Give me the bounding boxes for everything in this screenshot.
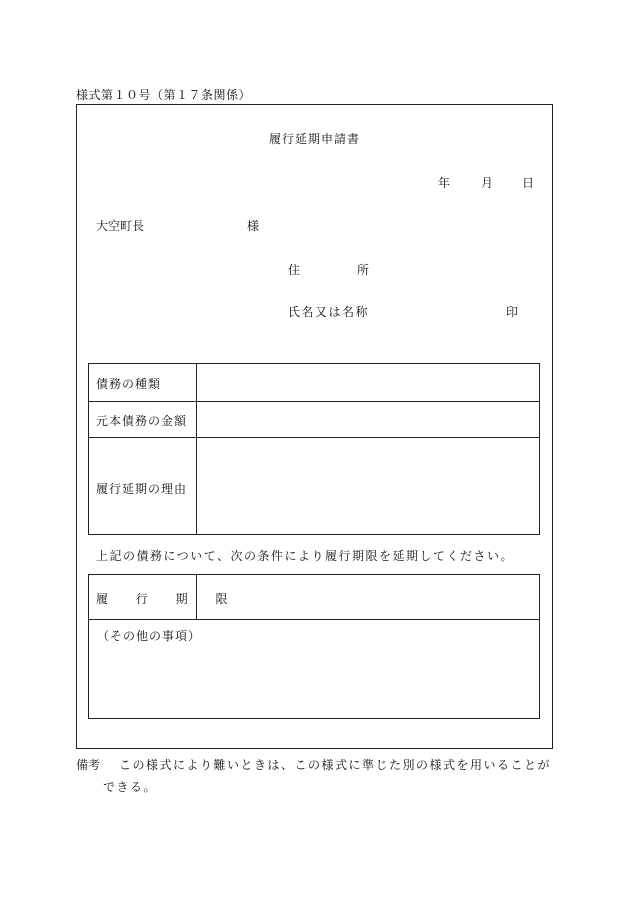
addressee: 大空町長	[96, 219, 145, 233]
date-month-label: 月	[481, 176, 494, 190]
form-number: 様式第１０号（第１７条関係）	[76, 88, 252, 102]
extension-reason-label: 履行延期の理由	[96, 482, 188, 496]
addressee-honorific: 様	[247, 219, 260, 233]
address-label-part2: 所	[357, 263, 370, 277]
remarks-heading: 備考	[76, 758, 101, 772]
principal-amount-label: 元本債務の金額	[96, 414, 188, 428]
date-year-label: 年	[438, 176, 451, 190]
debt-type-label: 債務の種類	[96, 377, 162, 391]
address-label-part1: 住	[288, 263, 301, 277]
name-label: 氏名又は名称	[288, 305, 370, 319]
table-row	[89, 364, 539, 402]
seal-label: 印	[506, 305, 519, 319]
performance-deadline-label: 履 行 期 限	[96, 592, 240, 606]
remarks-text-line1: この様式により難いときは、この様式に準じた別の様式を用いることが	[119, 758, 552, 772]
debt-details-table	[88, 363, 540, 535]
conditions-table	[88, 574, 540, 719]
column-divider	[196, 575, 197, 619]
column-divider	[196, 364, 197, 534]
table-row	[89, 401, 539, 438]
table-row	[89, 575, 539, 620]
request-statement: 上記の債務について、次の条件により履行期限を延期してください。	[96, 549, 515, 563]
other-matters-label: （その他の事項）	[97, 629, 202, 643]
document-title: 履行延期申請書	[269, 132, 361, 146]
table-row	[89, 437, 539, 534]
remarks-text-line2: できる。	[103, 780, 158, 794]
date-day-label: 日	[522, 176, 535, 190]
